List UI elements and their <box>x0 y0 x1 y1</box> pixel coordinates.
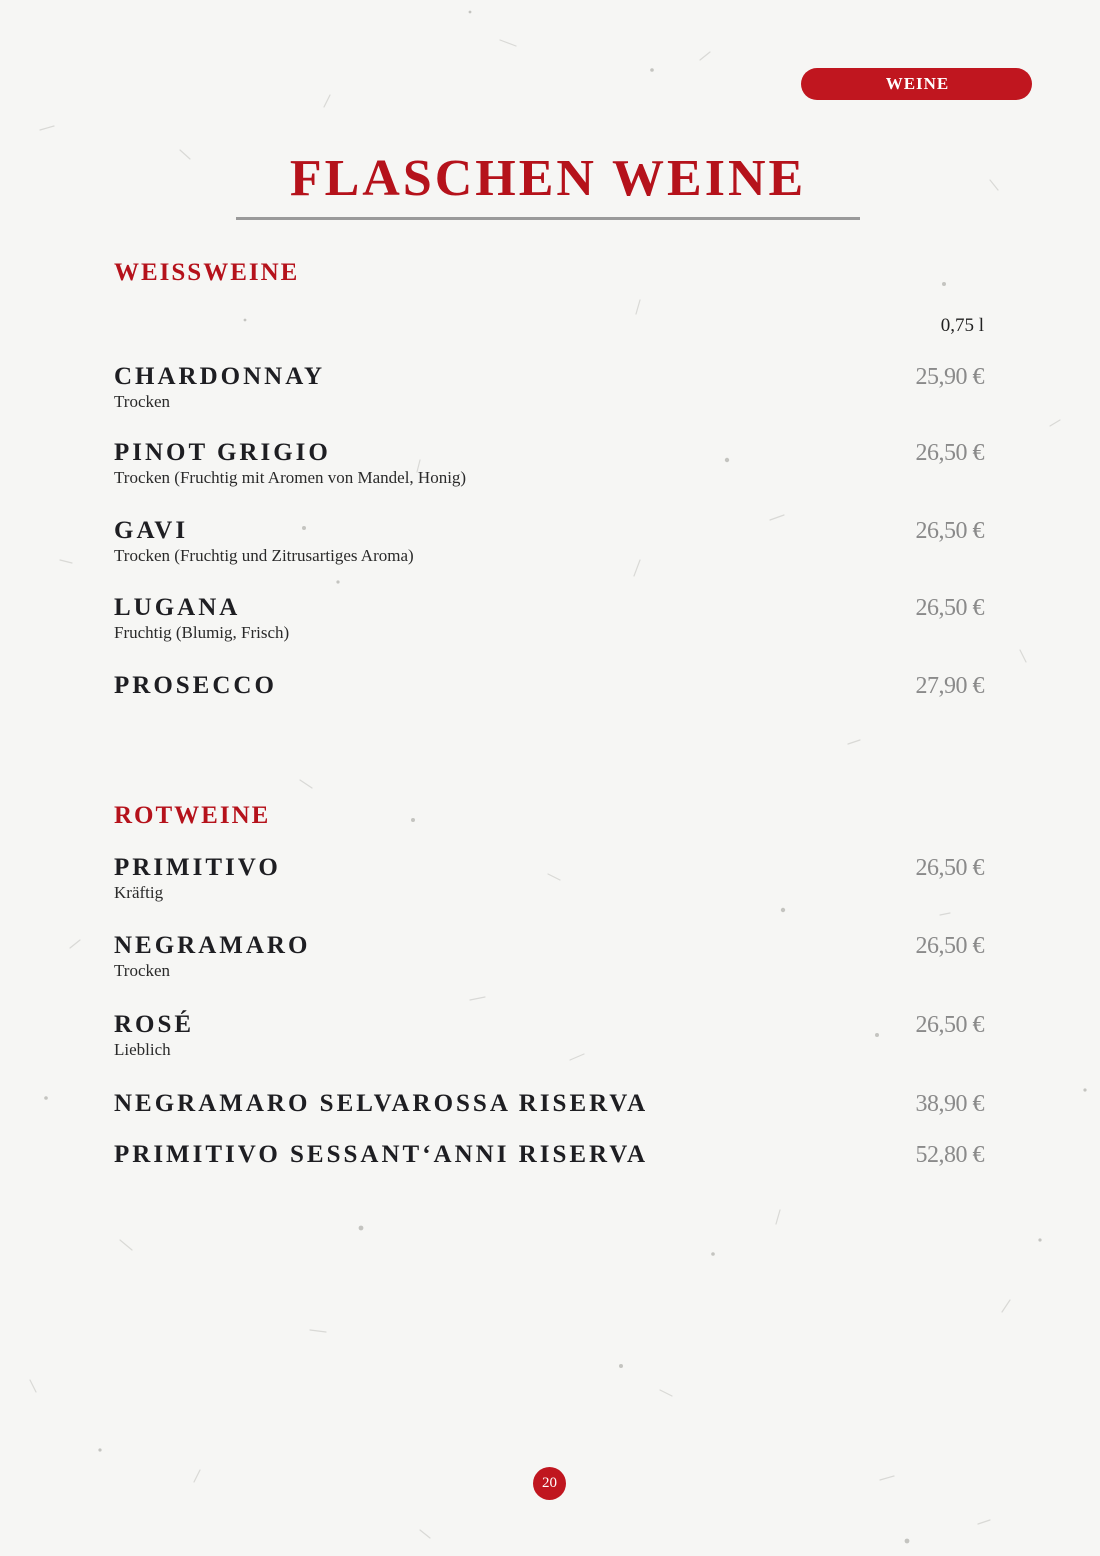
item-description: Trocken (Fruchtig mit Aromen von Mandel, Honig) <box>114 468 467 487</box>
section-heading-rotweine: ROTWEINE <box>114 802 271 829</box>
volume-label: 0,75 l <box>940 315 984 336</box>
page-number: 20 <box>533 1467 566 1500</box>
page-title: FLASCHEN WEINE <box>289 150 807 207</box>
menu-item-primitivo <box>114 853 984 903</box>
item-price: 26,50 € <box>915 595 984 621</box>
item-name: PRIMITIVO SESSANT‘ANNI RISERVA <box>114 1141 649 1168</box>
item-name: PROSECCO <box>114 672 277 699</box>
item-price: 27,90 € <box>915 673 984 699</box>
menu-item-gavi <box>114 516 984 566</box>
item-price: 26,50 € <box>915 1012 984 1038</box>
item-name: NEGRAMARO SELVAROSSA RISERVA <box>114 1090 649 1117</box>
menu-item-negramaro <box>114 931 984 981</box>
menu-item-primitivo-sessantanni-riserva <box>114 1140 984 1170</box>
item-description: Trocken (Fruchtig und Zitrusartiges Aroma) <box>114 546 414 565</box>
item-name: LUGANA <box>114 594 241 621</box>
item-name: CHARDONNAY <box>114 363 326 390</box>
section-tab-weine: WEINE <box>801 68 1032 100</box>
menu-item-pinot-grigio <box>114 438 984 488</box>
title-divider <box>236 217 860 220</box>
menu-item-chardonnay <box>114 362 984 412</box>
item-price: 26,50 € <box>915 518 984 544</box>
item-name: PINOT GRIGIO <box>114 439 331 466</box>
item-price: 26,50 € <box>915 855 984 881</box>
item-description: Trocken <box>114 392 171 411</box>
item-price: 38,90 € <box>915 1091 984 1117</box>
item-price: 25,90 € <box>915 364 984 390</box>
item-name: NEGRAMARO <box>114 932 311 959</box>
item-price: 26,50 € <box>915 933 984 959</box>
menu-item-negramaro-selvarossa-riserva <box>114 1089 984 1119</box>
menu-item-rose <box>114 1010 984 1060</box>
menu-item-lugana <box>114 593 984 643</box>
item-price: 52,80 € <box>915 1142 984 1168</box>
item-price: 26,50 € <box>915 440 984 466</box>
menu-item-prosecco <box>114 671 984 701</box>
item-description: Lieblich <box>114 1040 171 1059</box>
item-name: PRIMITIVO <box>114 854 281 881</box>
item-name: GAVI <box>114 517 189 544</box>
item-description: Trocken <box>114 961 171 980</box>
item-description: Fruchtig (Blumig, Frisch) <box>114 623 290 642</box>
item-name: ROSÉ <box>114 1011 195 1038</box>
section-heading-weissweine: WEISSWEINE <box>114 259 300 286</box>
item-description: Kräftig <box>114 883 164 902</box>
